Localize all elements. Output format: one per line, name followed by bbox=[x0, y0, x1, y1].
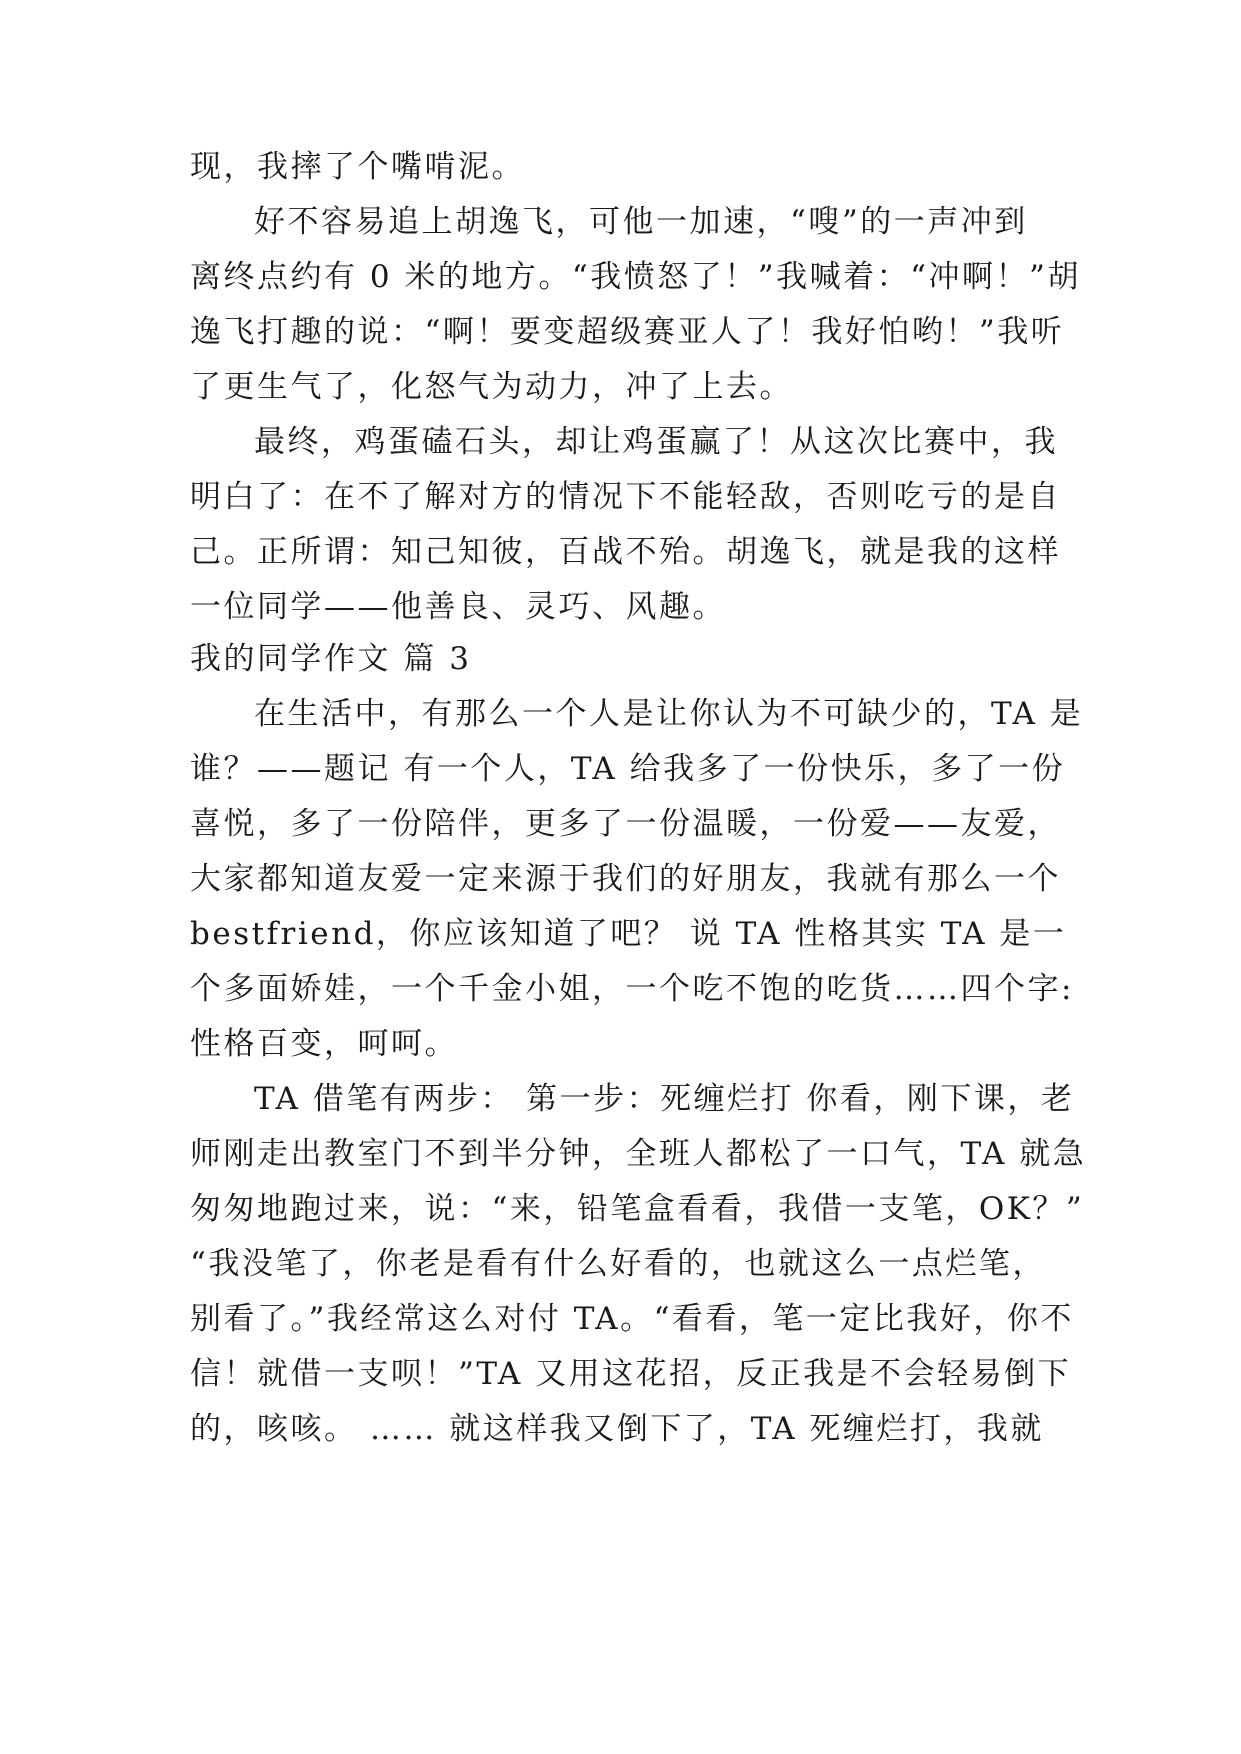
section-heading: 我的同学作文 篇 3 bbox=[190, 641, 472, 677]
text-line: “我没笔了，你老是看有什么好看的，也就这么一点烂笔， bbox=[190, 1246, 1046, 1282]
text-line: 现，我摔了个嘴啃泥。 bbox=[190, 149, 525, 185]
text-line: 好不容易追上胡逸飞，可他一加速，“嗖”的一声冲到 bbox=[254, 204, 1028, 240]
text-line: 己。正所谓：知己知彼，百战不殆。胡逸飞，就是我的这样 bbox=[190, 534, 1061, 570]
text-line: 谁？——题记 有一个人，TA 给我多了一份快乐，多了一份 bbox=[190, 751, 1066, 787]
text-line: 个多面娇娃，一个千金小姐，一个吃不饱的吃货……四个字: bbox=[190, 971, 1074, 1007]
text-line: 喜悦，多了一份陪伴，更多了一份温暖，一份爱——友爱， bbox=[190, 806, 1061, 842]
text-line: 大家都知道友爱一定来源于我们的好朋友，我就有那么一个 bbox=[190, 861, 1061, 897]
text-line: 性格百变，呵呵。 bbox=[190, 1026, 458, 1062]
text-line: 师刚走出教室门不到半分钟，全班人都松了一口气，TA 就急 bbox=[190, 1136, 1087, 1172]
text-line: 离终点约有 0 米的地方。“我愤怒了！”我喊着：“冲啊！”胡 bbox=[190, 259, 1081, 295]
text-line: 了更生气了，化怒气为动力，冲了上去。 bbox=[190, 369, 793, 405]
text-line: 信！就借一支呗！”TA 又用这花招，反正我是不会轻易倒下 bbox=[190, 1356, 1072, 1392]
text-line: 明白了：在不了解对方的情况下不能轻敌，否则吃亏的是自 bbox=[190, 479, 1061, 515]
text-line: 一位同学——他善良、灵巧、风趣。 bbox=[190, 589, 726, 625]
text-line: TA 借笔有两步： 第一步：死缠烂打 你看，刚下课，老 bbox=[254, 1081, 1075, 1117]
text-line: 在生活中，有那么一个人是让你认为不可缺少的，TA 是 bbox=[254, 696, 1084, 732]
text-line: 逸飞打趣的说：“啊！要变超级赛亚人了！我好怕哟！”我听 bbox=[190, 314, 1065, 350]
text-line: bestfriend，你应该知道了吧？ 说 TA 性格其实 TA 是一 bbox=[190, 916, 1067, 952]
text-line: 最终，鸡蛋磕石头，却让鸡蛋赢了！从这次比赛中，我 bbox=[254, 424, 1058, 460]
text-line: 别看了。”我经常这么对付 TA。“看看，笔一定比我好，你不 bbox=[190, 1301, 1074, 1337]
text-line: 的，咳咳。 …… 就这样我又倒下了，TA 死缠烂打，我就 bbox=[190, 1411, 1044, 1447]
text-line: 匆匆地跑过来，说：“来，铅笔盒看看，我借一支笔，OK？” bbox=[190, 1191, 1085, 1227]
